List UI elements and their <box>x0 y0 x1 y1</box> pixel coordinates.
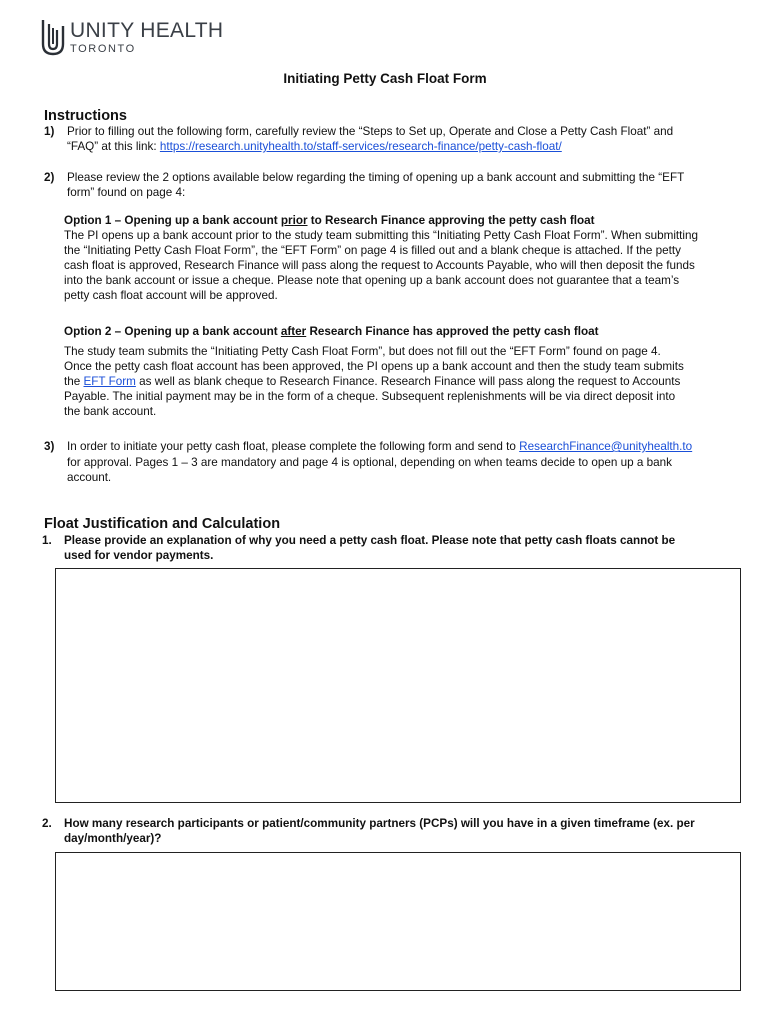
option-2-title <box>64 325 599 340</box>
question-2-number: 2. <box>42 817 52 830</box>
form-title: Initiating Petty Cash Float Form <box>283 71 487 86</box>
logo-name: UNITY HEALTH <box>70 19 224 42</box>
item-3-line-1-prefix: In order to initiate your petty cash float, please complete the following form and send to <box>67 440 520 453</box>
option-1-line-1: The PI opens up a bank account prior to the study team submitting this “Initiating Petty Cash Float Form”. When submitting <box>64 229 699 242</box>
eft-form-link[interactable]: EFT Form <box>83 375 136 388</box>
item-2-line-1: Please review the 2 options available below regarding the timing of opening up a bank account and submitting the “EFT <box>67 171 685 184</box>
option-2-line-3-prefix: the <box>64 375 84 388</box>
question-2-answer-box[interactable] <box>55 852 741 991</box>
option-1-title <box>64 214 595 229</box>
option-1-line-2: the “Initiating Petty Cash Float Form”, the “EFT Form” on page 4 is filled out and a blank cheque is attached. If the petty <box>64 244 681 257</box>
option-2-line-3 <box>64 375 680 390</box>
unity-health-logo-icon <box>40 18 66 58</box>
option-2-title-underlined: after <box>280 325 307 338</box>
question-1-line-1: Please provide an explanation of why you need a petty cash float. Please note that petty cash floats cannot be <box>64 534 676 547</box>
option-1-title-end: to Research Finance approving the petty cash float <box>307 214 595 227</box>
option-2-line-1: The study team submits the “Initiating Petty Cash Float Form”, but does not fill out the “EFT Form” found on page 4. <box>64 345 661 358</box>
item-1-line-1: Prior to filling out the following form, carefully review the “Steps to Set up, Operate and Close a Petty Cash Float” and <box>67 125 674 138</box>
item-3-number: 3) <box>44 440 55 453</box>
option-2-line-2: Once the petty cash float account has been approved, the PI opens up a bank account and then the study team submits <box>64 360 684 373</box>
item-1-line-2 <box>67 140 562 155</box>
logo-subtitle: TORONTO <box>70 43 136 55</box>
unity-health-logo <box>40 18 223 58</box>
item-2-line-2: form” found on page 4: <box>67 186 186 199</box>
item-2-number: 2) <box>44 171 55 184</box>
option-1-title-underlined: prior <box>280 214 308 227</box>
item-3-line-1 <box>67 440 692 455</box>
instructions-heading: Instructions <box>44 108 127 124</box>
option-2-title-start: Option 2 – Opening up a bank account <box>64 325 281 338</box>
float-justification-heading: Float Justification and Calculation <box>44 516 281 532</box>
item-3-line-3: account. <box>67 471 112 484</box>
item-1-number: 1) <box>44 125 55 138</box>
item-1-line-2-prefix: “FAQ” at this link: <box>67 140 160 153</box>
question-2-line-1: How many research participants or patient/community partners (PCPs) will you have in a given timeframe (ex. per <box>64 817 695 830</box>
item-3-line-2: for approval. Pages 1 – 3 are mandatory and page 4 is optional, depending on when teams decide to open up a bank <box>67 456 672 469</box>
option-1-line-5: petty cash float account will be approved. <box>64 289 278 302</box>
option-1-line-4: into the bank account or issue a cheque. Please note that opening up a bank account does not guarantee that a team’s <box>64 274 680 287</box>
petty-cash-float-link[interactable]: https://research.unityhealth.to/staff-services/research-finance/petty-cash-float/ <box>159 140 562 153</box>
question-1-number: 1. <box>42 534 52 547</box>
option-2-line-4: Payable. The initial payment may be in the form of a cheque. Subsequent replenishments will be via direct deposit into <box>64 390 676 403</box>
question-1-answer-box[interactable] <box>55 568 741 803</box>
question-2-line-2: day/month/year)? <box>64 832 162 845</box>
question-1-line-2: used for vendor payments. <box>64 549 214 562</box>
research-finance-email-link[interactable]: ResearchFinance@unityhealth.to <box>519 440 693 453</box>
option-2-line-5: the bank account. <box>64 405 157 418</box>
option-1-title-start: Option 1 – Opening up a bank account <box>64 214 281 227</box>
option-1-line-3: cash float is approved, Research Finance will pass along the request to Accounts Payable, who will then deposit the funds <box>64 259 695 272</box>
option-2-line-3-suffix: as well as blank cheque to Research Finance. Research Finance will pass along the request to Accounts <box>135 375 681 388</box>
option-2-title-end: Research Finance has approved the petty cash float <box>306 325 599 338</box>
